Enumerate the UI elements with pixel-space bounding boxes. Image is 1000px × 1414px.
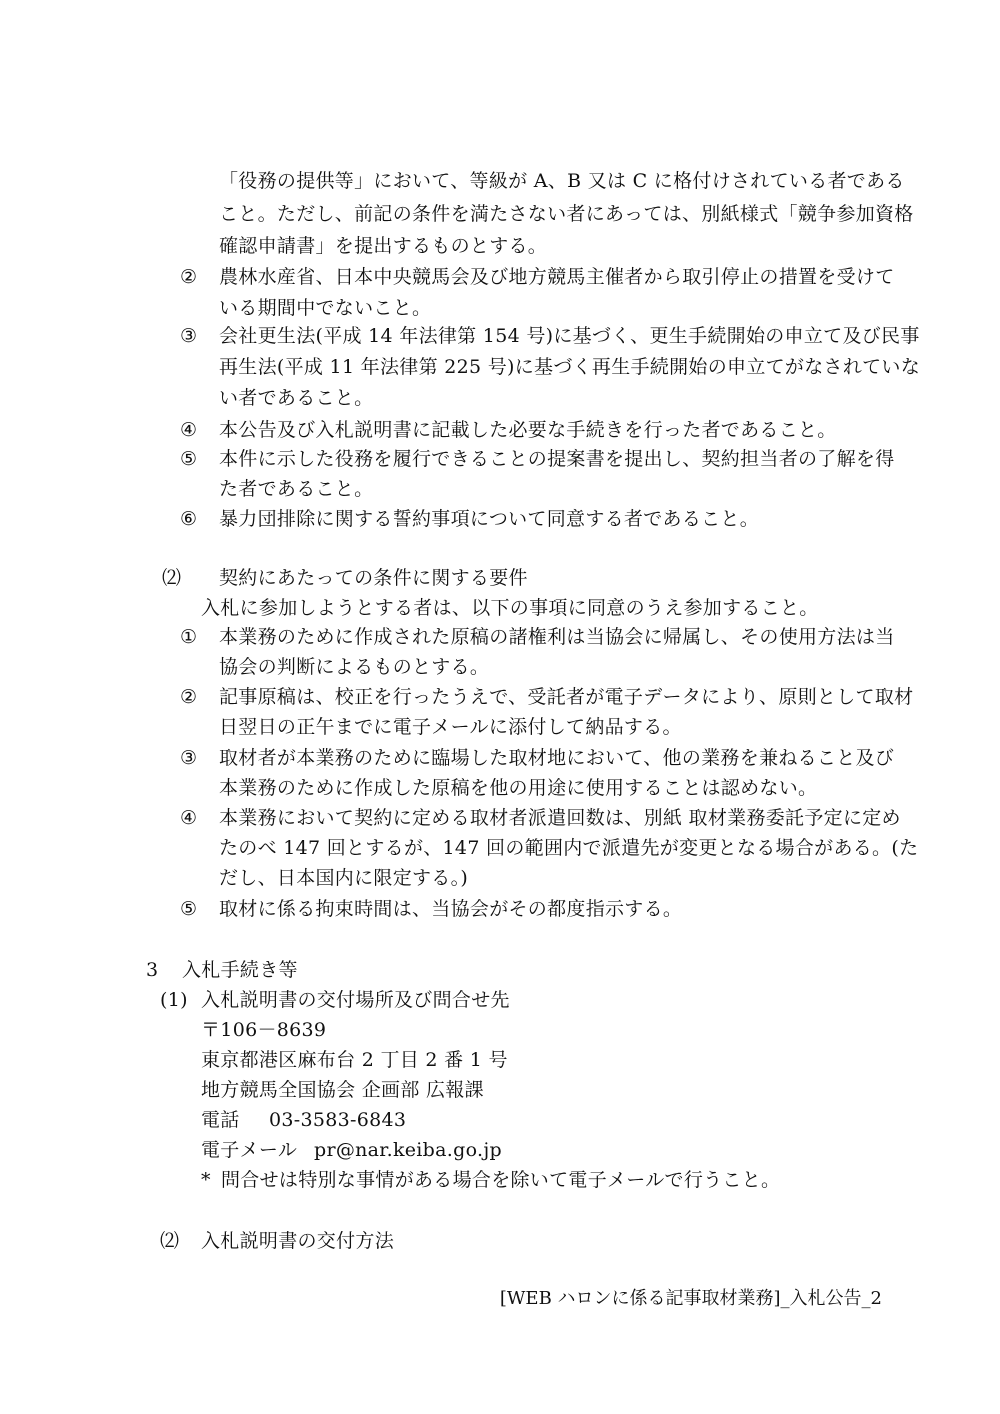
item-line: 協会の判断によるものとする。: [219, 656, 490, 678]
item1-line-3: 確認申請書」を提出するものとする。: [219, 235, 548, 257]
section-number: 3: [146, 959, 159, 981]
item-line: 日翌日の正午までに電子メールに添付して納品する。: [219, 716, 682, 738]
item-line: 本業務において契約に定める取材者派遣回数は、別紙 取材業務委託予定に定め: [219, 807, 901, 829]
item-number: ③: [180, 325, 198, 347]
note-asterisk: *: [201, 1169, 211, 1191]
item1-line-1: 「役務の提供等」において、等級が A、B 又は C に格付けされている者である: [219, 170, 905, 192]
item-number: ②: [180, 266, 198, 288]
phone-number: 03-3583-6843: [269, 1109, 407, 1131]
item-number: ①: [180, 626, 198, 648]
item-line: た者であること。: [219, 478, 374, 500]
address: 東京都港区麻布台 2 丁目 2 番 1 号: [201, 1049, 508, 1071]
item-number: ③: [180, 747, 198, 769]
page-footer: [WEB ハロンに係る記事取材業務]_入札公告_2: [499, 1288, 882, 1309]
item-line: 記事原稿は、校正を行ったうえで、受託者が電子データにより、原則として取材: [219, 686, 914, 708]
item-line: いる期間中でないこと。: [219, 297, 432, 319]
item-line: 取材者が本業務のために臨場した取材地において、他の業務を兼ねること及び: [219, 747, 895, 769]
note-text: 問合せは特別な事情がある場合を除いて電子メールで行うこと。: [221, 1169, 781, 1191]
item-line: たのべ 147 回とするが、147 回の範囲内で派遣先が変更となる場合がある。(た: [219, 837, 919, 859]
item-line: 取材に係る拘束時間は、当協会がその都度指示する。: [219, 898, 683, 920]
item-number: ⑤: [180, 448, 198, 470]
item-line: い者であること。: [219, 387, 374, 409]
subsection-title: 入札説明書の交付方法: [201, 1230, 395, 1252]
item-line: 会社更生法(平成 14 年法律第 154 号)に基づく、更生手続開始の申立て及び民事: [219, 325, 920, 347]
item-line: 本件に示した役務を履行できることの提案書を提出し、契約担当者の了解を得: [219, 448, 895, 470]
phone-label: 電話: [201, 1109, 240, 1131]
postal-code: 〒106－8639: [201, 1019, 327, 1041]
section-title: 入札手続き等: [182, 959, 298, 981]
subsection-number: ⑵: [162, 567, 182, 589]
item-line: 暴力団排除に関する誓約事項について同意する者であること。: [219, 508, 760, 530]
item-line: だし、日本国内に限定する。): [219, 867, 469, 889]
subsection-title: 入札説明書の交付場所及び問合せ先: [201, 989, 510, 1011]
subsection-intro: 入札に参加しようとする者は、以下の事項に同意のうえ参加すること。: [201, 597, 819, 619]
item-number: ②: [180, 686, 198, 708]
item-line: 本業務のために作成された原稿の諸権利は当協会に帰属し、その使用方法は当: [219, 626, 895, 648]
subsection-number: ⑵: [160, 1230, 180, 1252]
item1-line-2: こと。ただし、前記の条件を満たさない者にあっては、別紙様式「競争参加資格: [219, 203, 914, 225]
item-line: 本公告及び入札説明書に記載した必要な手続きを行った者であること。: [219, 419, 837, 441]
email-label: 電子メール: [201, 1139, 298, 1161]
item-line: 再生法(平成 11 年法律第 225 号)に基づく再生手続開始の申立てがなされていな: [219, 356, 921, 378]
item-number: ⑥: [180, 508, 198, 530]
subsection-heading: 契約にあたっての条件に関する要件: [219, 567, 528, 589]
item-number: ④: [180, 419, 198, 441]
item-line: 本業務のために作成した原稿を他の用途に使用することは認めない。: [219, 777, 818, 799]
subsection-number: (1): [160, 989, 188, 1011]
item-number: ④: [180, 807, 198, 829]
organization: 地方競馬全国協会 企画部 広報課: [201, 1079, 484, 1101]
item-number: ⑤: [180, 898, 198, 920]
item-line: 農林水産省、日本中央競馬会及び地方競馬主催者から取引停止の措置を受けて: [219, 266, 895, 288]
email-address[interactable]: pr@nar.keiba.go.jp: [314, 1139, 502, 1161]
